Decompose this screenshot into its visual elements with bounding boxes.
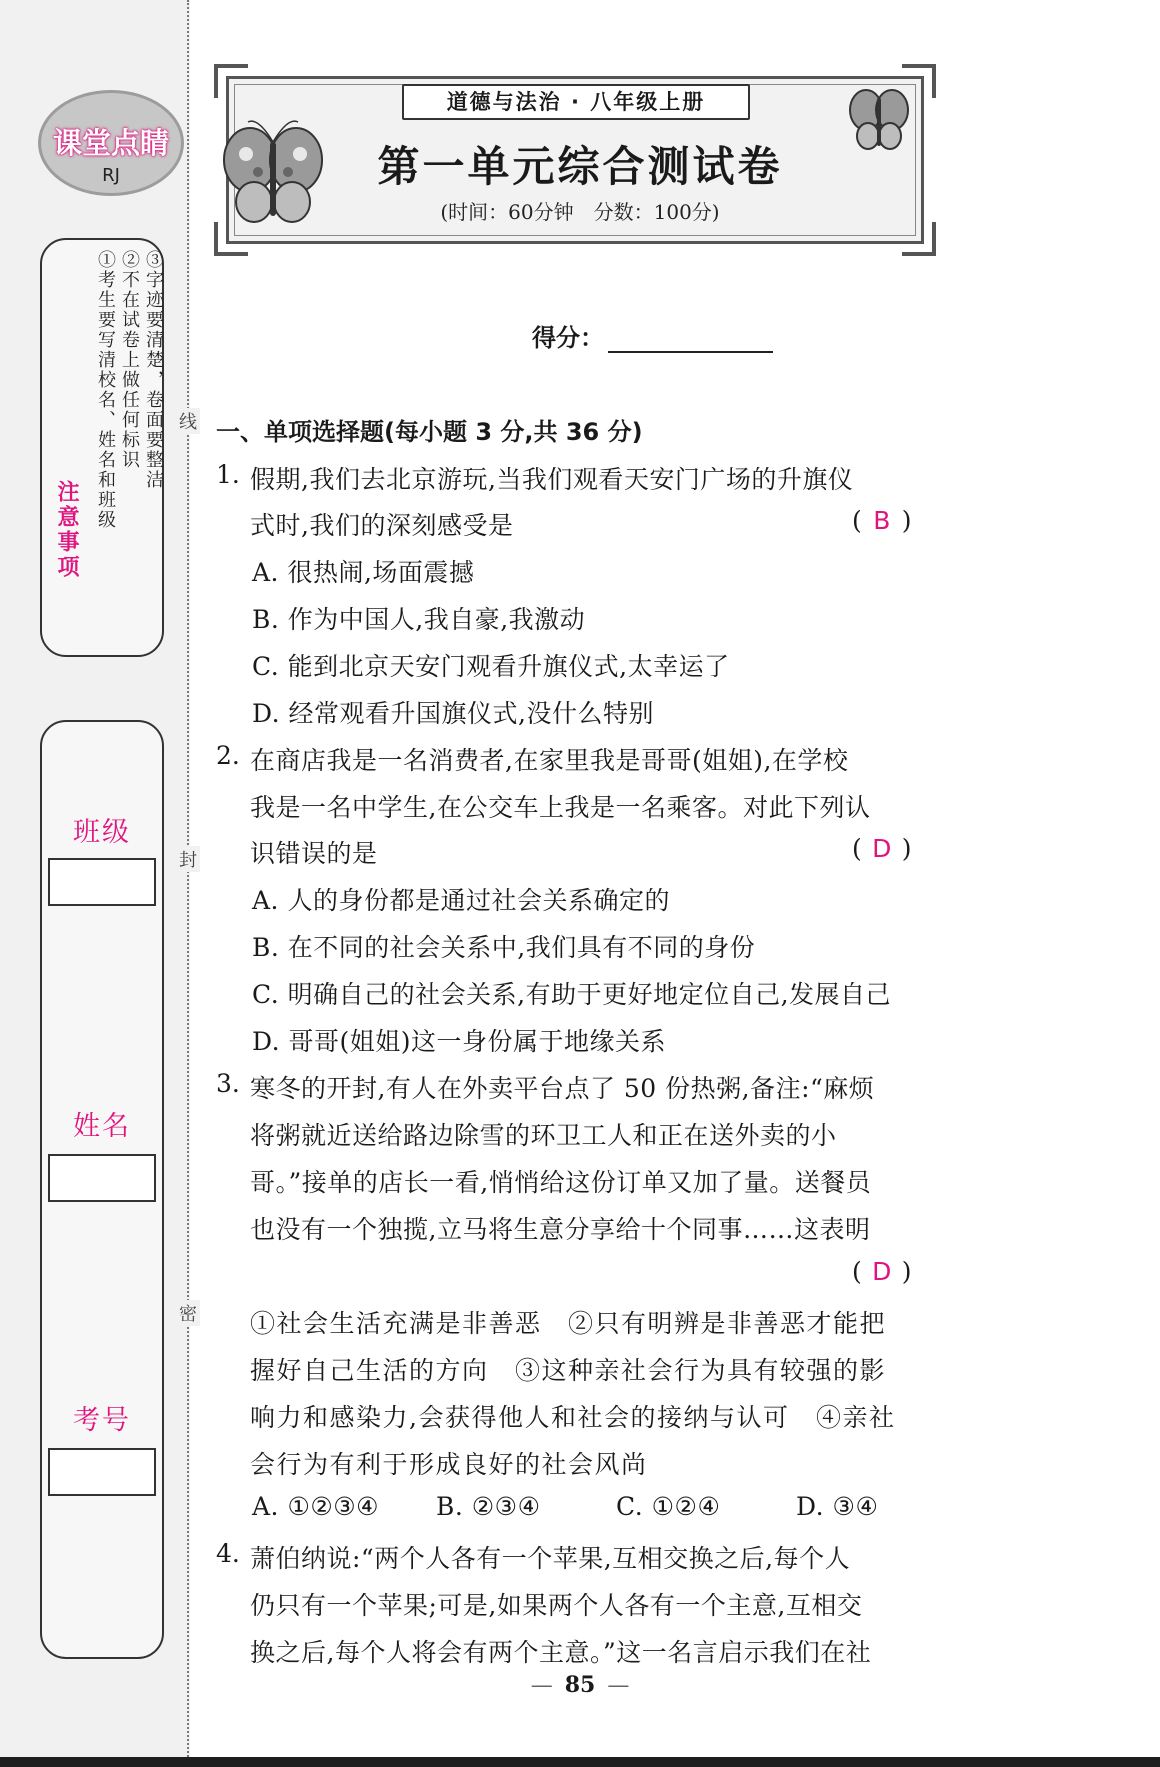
section-heading: 一、单项选择题(每小题 3 分,共 36 分): [216, 418, 643, 446]
page-number-value: 85: [564, 1672, 596, 1698]
question-text: 将粥就近送给路边除雪的环卫工人和正在送外卖的小: [250, 1121, 837, 1150]
option-a: A. 很热闹,场面震撼: [252, 558, 475, 587]
exam-number-field[interactable]: [48, 1448, 156, 1496]
exam-number-label: 考号: [73, 1405, 131, 1436]
answer-bracket: ( D ): [852, 1257, 912, 1286]
logo-title: 课堂点睛: [52, 126, 169, 160]
statement-line: 响力和感染力,会获得他人和社会的接纳与认可 ④亲社: [250, 1403, 896, 1432]
time-score-info: (时间：60分钟 分数：100分): [440, 200, 720, 224]
question-text: 式时,我们的深刻感受是: [250, 511, 514, 540]
page-title: 第一单元综合测试卷: [377, 142, 783, 191]
option-c: C. 明确自己的社会关系,有助于更好地定位自己,发展自己: [252, 980, 892, 1009]
question-text: 换之后,每个人将会有两个主意。”这一名言启示我们在社: [250, 1638, 872, 1667]
option-a: A. 人的身份都是通过社会关系确定的: [252, 886, 670, 915]
question-text: 假期,我们去北京游玩,当我们观看天安门广场的升旗仪: [250, 465, 854, 494]
cut-line: [187, 0, 189, 1760]
note-item: ①考生要写清校名、姓名和班级: [95, 250, 116, 530]
option-b: B. ②③④: [436, 1492, 541, 1521]
logo-sub: RJ: [102, 165, 120, 186]
note-item: ②不在试卷上做任何标识: [119, 250, 140, 470]
frame-corner: [214, 64, 248, 98]
question-text: 萧伯纳说:“两个人各有一个苹果,互相交换之后,每个人: [250, 1544, 851, 1573]
name-label: 姓名: [73, 1111, 131, 1142]
bottom-edge: [0, 1757, 1160, 1767]
frame-corner: [902, 222, 936, 256]
question-number: 3.: [216, 1069, 240, 1098]
question-text: 哥。”接单的店长一看,悄悄给这份订单又加了量。送餐员: [250, 1168, 872, 1197]
notes-panel: [40, 238, 164, 657]
option-d: D. 经常观看升国旗仪式,没什么特别: [252, 699, 654, 728]
cut-mark-feng: 封: [176, 846, 200, 872]
class-label: 班级: [73, 817, 131, 848]
page-number: — 85 —: [530, 1672, 630, 1698]
question-text: 也没有一个独揽,立马将生意分享给十个同事……这表明: [250, 1215, 871, 1244]
question-number: 2.: [216, 741, 240, 770]
option-c: C. ①②④: [616, 1492, 721, 1521]
question-text: 寒冬的开封,有人在外卖平台点了 50 份热粥,备注:“麻烦: [250, 1074, 875, 1103]
student-info-panel: [40, 720, 164, 1659]
option-c: C. 能到北京天安门观看升旗仪式,太幸运了: [252, 652, 730, 681]
option-d: D. 哥哥(姐姐)这一身份属于地缘关系: [252, 1027, 667, 1056]
statement-line: 握好自己生活的方向 ③这种亲社会行为具有较强的影: [250, 1356, 887, 1385]
cut-mark-mi: 密: [176, 1300, 200, 1326]
statement-line: ①社会生活充满是非善恶 ②只有明辨是非善恶才能把: [250, 1309, 887, 1338]
question-text: 识错误的是: [250, 839, 378, 868]
question-text: 在商店我是一名消费者,在家里我是哥哥(姐姐),在学校: [250, 746, 849, 775]
question-number: 1.: [216, 460, 240, 489]
answer-value: D: [872, 1257, 892, 1286]
option-b: B. 作为中国人,我自豪,我激动: [252, 605, 586, 634]
class-field[interactable]: [48, 858, 156, 906]
answer-bracket: ( B ): [852, 506, 912, 535]
answer-bracket: ( D ): [852, 834, 912, 863]
brand-logo: [38, 90, 184, 196]
answer-value: D: [872, 834, 892, 863]
question-text: 我是一名中学生,在公交车上我是一名乘客。对此下列认: [250, 793, 871, 822]
statement-line: 会行为有利于形成良好的社会风尚: [250, 1450, 648, 1479]
name-field[interactable]: [48, 1154, 156, 1202]
score-blank[interactable]: [608, 327, 773, 353]
option-a: A. ①②③④: [252, 1492, 380, 1521]
cut-mark-xian: 线: [176, 408, 200, 434]
option-d: D. ③④: [796, 1492, 879, 1521]
notes-title: 注意事项: [54, 480, 79, 580]
score-area: [532, 318, 773, 353]
question-text: 仍只有一个苹果;可是,如果两个人各有一个主意,互相交: [250, 1591, 863, 1620]
answer-value: B: [873, 506, 891, 535]
question-number: 4.: [216, 1539, 240, 1568]
subject-banner: 道德与法治 · 八年级上册: [402, 84, 750, 120]
option-b: B. 在不同的社会关系中,我们具有不同的身份: [252, 933, 756, 962]
note-item: ③字迹要清楚，卷面要整洁: [143, 250, 164, 490]
score-label: 得分：: [532, 324, 604, 352]
